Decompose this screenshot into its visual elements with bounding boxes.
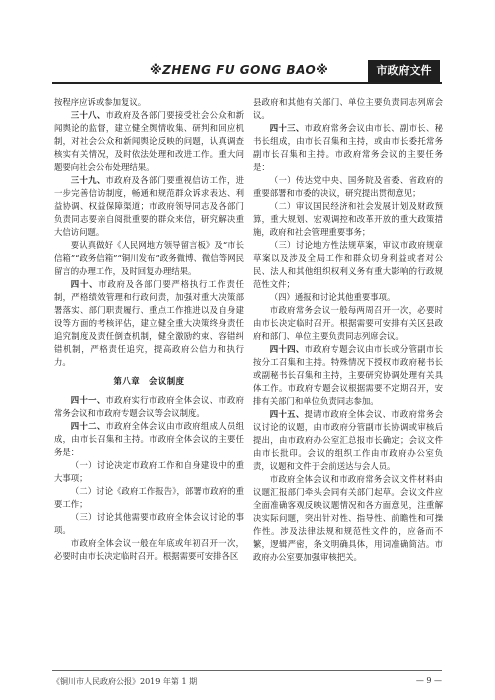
paragraph: [253, 96, 443, 122]
chapter-heading: 第八章 会议制度: [113, 376, 185, 386]
paragraph: [253, 239, 443, 291]
header-rule: [52, 82, 442, 84]
page-number: — 9 —: [415, 676, 442, 685]
journal-title: ※ZHENG FU GONG BAO※: [150, 63, 329, 77]
paragraph-text: 市政府全体会议由市政府组成人员组成，由市长召集和主持。市政府全体会议的主要任务是：: [54, 421, 245, 457]
paragraph: [253, 473, 443, 564]
paragraph: [54, 174, 244, 239]
paragraph-text: （四）通报和讨论其他重要事项。: [269, 292, 396, 302]
article-number: 四十一、: [70, 395, 106, 405]
paragraph-text: （三）讨论地方性法规草案，审议市政府规章草案以及涉及全局工作和群众切身利益或者对公民、法人和其他组织权利义务有重大影响的行政规范性文件；: [253, 240, 443, 289]
paragraph: [253, 408, 443, 473]
paragraph: [253, 200, 443, 239]
footer-rule: [52, 670, 442, 671]
paragraph: [253, 174, 443, 200]
paragraph: [54, 109, 244, 174]
page-header: [0, 60, 495, 86]
paragraph: [54, 537, 244, 563]
paragraph: [54, 485, 244, 511]
paragraph: [253, 122, 443, 174]
paragraph: [54, 459, 244, 485]
article-number: 四十二、: [70, 421, 106, 431]
article-number: 三十九、: [70, 175, 106, 185]
paragraph-text: 市政府专题会议由市长或分管副市长按分工召集和主持。特殊情况下授权市政府秘书长或副秘书长召集和主持，主要研究协调处理有关具体工作。市政府专题会议根据需要不定期召开，安排有关部门和单位负责同志参加。: [253, 344, 444, 406]
paragraph: [253, 343, 443, 408]
paragraph-text: （二）审议国民经济和社会发展计划及财政预算，重大规划、宏观调控和改革开放的重大政策措施，政府和社会管理重要事务；: [253, 201, 443, 237]
paragraph-text: （三）讨论其他需要市政府全体会议讨论的事项。: [54, 512, 244, 535]
paragraph-text: 市政府常务会议一般每两周召开一次，必要时由市长决定临时召开。根据需要可安排有关区县政府和部门、单位主要负责同志列席会议。: [253, 305, 443, 341]
section-badge: 市政府文件: [368, 60, 440, 82]
paragraph-text: 县政府和其他有关部门、单位主要负责同志列席会议。: [253, 97, 443, 120]
paragraph-text: 市政府及各部门要重视信访工作，进一步完善信访制度，畅通和规范群众诉求表达、利益协调、权益保障渠道；市政府领导同志及各部门负责同志要亲自阅批重要的群众来信，研究解决重大信访问题。: [54, 175, 245, 237]
paragraph-text: 市政府实行市政府全体会议、市政府常务会议和市政府专题会议等会议制度。: [54, 395, 245, 418]
paragraph: [54, 96, 244, 109]
paragraph-text: 要认真做好《人民网地方领导留言板》及“市长信箱”“政务信箱”“铜川发布”政务微博、微信等网民留言的办理工作，及时回复办理结果。: [54, 240, 244, 276]
article-number: 四十四、: [269, 344, 305, 354]
paragraph: [253, 304, 443, 343]
left-column: [54, 96, 244, 563]
paragraph: [54, 239, 244, 278]
right-column: [253, 96, 443, 564]
paragraph-text: 市政府及各部门要严格执行工作责任制，严格绩效管理和行政问责，加强对重大决策部署落实、部门职责履行、重点工作推进以及自身建设等方面的考核评估，建立健全重大决策终身责任追究制度及责任倒查机制，健全激励约束、容错纠错机制，严格责任追究，提高政府公信力和执行力。: [54, 279, 245, 367]
footer-publication: 《铜川市人民政府公报》2019 年第 1 期: [52, 677, 198, 686]
paragraph-text: 市政府全体会议一般在年底或年初召开一次，必要时由市长决定临时召开。根据需要可安排各区: [54, 538, 244, 561]
article-number: 四十、: [70, 279, 99, 289]
article-number: 四十三、: [269, 123, 305, 133]
paragraph: [253, 291, 443, 304]
paragraph-text: （一）讨论决定市政府工作和自身建设中的重大事项；: [54, 460, 244, 483]
article-number: 三十八、: [70, 110, 106, 120]
paragraph-text: 市政府全体会议和市政府常务会议文件材料由议题汇报部门牵头会同有关部门起草。会议文件应全面准确客观反映议题情况和各方面意见，注重解决实际问题，突出针对性、指导性、前瞻性和可操作性。涉及法律法规和规范性文件的，应备而不繁，逻辑严密，条文明确具体，用词准确简洁。市政府办公室要加强审核把关。: [253, 474, 443, 562]
paragraph-text: 按程序应诉或参加复议。: [54, 97, 147, 107]
paragraph: [54, 278, 244, 369]
paragraph-text: 提请市政府全体会议、市政府常务会议讨论的议题，由市政府分管副市长协调或审核后提出，由市政府办公室汇总报市长确定；会议文件由市长批印。会议的组织工作由市政府办公室负责，议题和文件于会前送达与会人员。: [253, 409, 444, 471]
article-number: 四十五、: [269, 409, 305, 419]
paragraph-text: （二）讨论《政府工作报告》，部署市政府的重要工作；: [54, 486, 244, 509]
paragraph-text: 市政府常务会议由市长、副市长、秘书长组成，由市长召集和主持，或由市长委托常务副市长召集和主持。市政府常务会议的主要任务是：: [253, 123, 444, 172]
paragraph-text: （一）传达党中央、国务院及省委、省政府的重要部署和市委的决议，研究提出贯彻意见；: [253, 175, 443, 198]
paragraph: [54, 420, 244, 459]
paragraph-text: 市政府及各部门要接受社会公众和新闻舆论的监督，建立健全舆情收集、研判和回应机制，对社会公众和新闻舆论反映的问题，认真调查核实有关情况，及时依法处理和改进工作。重大问题要向社会公布处理结果。: [54, 110, 245, 172]
paragraph: [54, 511, 244, 537]
paragraph: [54, 394, 244, 420]
